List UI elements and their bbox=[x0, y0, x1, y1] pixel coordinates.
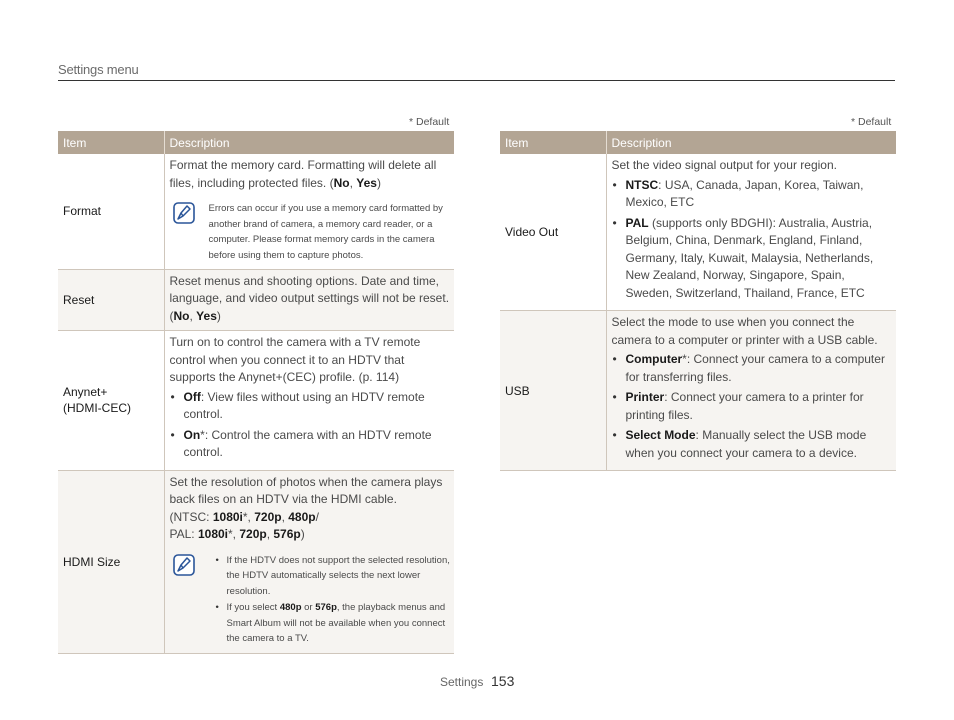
desc-video-out bbox=[606, 154, 896, 311]
format-note-text: Errors can occur if you use a memory card formatted by another brand of camera, a memory card reader, or a computer. Please format memory cards in the camera before using them to capture photos. bbox=[208, 203, 443, 261]
column-header-description: Description bbox=[606, 131, 896, 154]
list-item bbox=[170, 389, 451, 424]
anynet-on-text: *: Control the camera with an HDTV remote control. bbox=[183, 427, 432, 459]
left-default-note: * Default bbox=[409, 116, 450, 128]
table-row-hdmi-size bbox=[58, 470, 454, 653]
item-usb: USB bbox=[500, 311, 606, 471]
desc-usb bbox=[606, 311, 896, 471]
video-out-ntsc-term: NTSC bbox=[625, 177, 659, 192]
desc-reset: Reset menus and shooting options. Date and time, language, and video output settings will not be reset. (No, Yes) bbox=[164, 269, 454, 331]
list-item bbox=[215, 553, 451, 600]
format-option-no: No bbox=[333, 175, 350, 190]
anynet-desc-text: Turn on to control the camera with a TV remote control when you connect it to an HDTV that supports the Anynet+(CEC) profile. (p. 114) bbox=[169, 335, 421, 384]
table-row-anynet bbox=[58, 331, 454, 471]
list-item bbox=[170, 427, 451, 462]
hdmi-ntsc-1080i: 1080i bbox=[212, 509, 243, 524]
hdmi-desc-text: Set the resolution of photos when the camera plays back files on an HDTV via the HDMI cable. bbox=[169, 474, 443, 506]
hdmi-pal-1080i: 1080i bbox=[197, 527, 228, 541]
hdmi-note bbox=[170, 553, 451, 648]
hdmi-note-2-or: or bbox=[301, 602, 316, 613]
column-header-item: Item bbox=[500, 131, 606, 154]
usb-computer-text: *: Connect your camera to a computer for transferring files. bbox=[625, 352, 885, 384]
video-out-options bbox=[612, 177, 893, 303]
item-reset: Reset bbox=[58, 269, 164, 331]
list-item bbox=[612, 427, 893, 462]
hdmi-note-480p: 480p bbox=[279, 602, 302, 613]
hdmi-note-576p: 576p bbox=[315, 602, 337, 613]
desc-format: Format the memory card. Formatting will delete all files, including protected files. (No, Yes) Errors can occur if you use a memory card formatted by another brand of camera, a memory card reader, or a computer. Please format memory cards in the camera before using them to capture photos. bbox=[164, 154, 454, 269]
list-item bbox=[612, 351, 893, 386]
hdmi-note-text bbox=[215, 553, 451, 648]
usb-printer-text: : Connect your camera to a printer for printing files. bbox=[625, 390, 864, 422]
anynet-on-term: On bbox=[183, 427, 201, 442]
hdmi-ntsc-label: (NTSC: bbox=[169, 509, 213, 524]
video-out-pal-text: (supports only BDGHI): Australia, Austria, Belgium, China, Denmark, England, Finland, Germany, Italy, Kuwait, Malaysia, Netherlands, New Zealand, Norway, Singapore, Spain, Sweden, Switzerland, Thailand, France, ETC bbox=[625, 215, 874, 300]
video-out-ntsc-text: : USA, Canada, Japan, Korea, Taiwan, Mexico, ETC bbox=[625, 177, 864, 209]
anynet-off-text: : View files without using an HDTV remote control. bbox=[183, 389, 425, 421]
hdmi-ntsc-720p: 720p bbox=[254, 509, 282, 524]
table-row-format bbox=[58, 154, 454, 269]
header-rule bbox=[58, 80, 895, 81]
item-anynet-line2: (HDMI-CEC) bbox=[63, 401, 131, 416]
anynet-options bbox=[170, 389, 451, 462]
format-desc-text: Format the memory card. Formatting will delete all files, including protected files. bbox=[169, 158, 437, 190]
table-row-reset bbox=[58, 269, 454, 331]
left-table-header bbox=[58, 131, 454, 154]
hdmi-pal-label: PAL: bbox=[169, 527, 198, 541]
desc-hdmi-size: Set the resolution of photos when the camera plays back files on an HDTV via the HDMI cable. (NTSC: 1080i*, 720p, 480p/ PAL: 1080i*, 720p, 576p) • If the HDTV does not support the selected resolution, the HDTV automatically selects the next lower resolution. • If you select 480p or 576p, the playback menus and Smart Album will not be available when you connect the camera to a TV. bbox=[164, 470, 454, 653]
item-video-out: Video Out bbox=[500, 154, 606, 311]
column-header-description: Description bbox=[164, 131, 454, 154]
hdmi-note-2-pre: If you select bbox=[226, 602, 280, 613]
table-row-usb bbox=[500, 311, 896, 471]
list-item bbox=[612, 177, 893, 212]
item-anynet bbox=[58, 331, 164, 471]
video-out-desc-text: Set the video signal output for your region. bbox=[611, 158, 837, 172]
table-row-video-out bbox=[500, 154, 896, 311]
list-item bbox=[215, 600, 451, 647]
column-header-item: Item bbox=[58, 131, 164, 154]
left-settings-table bbox=[58, 131, 454, 654]
usb-select-mode-term: Select Mode bbox=[625, 428, 696, 442]
desc-anynet bbox=[164, 331, 454, 471]
right-default-note: * Default bbox=[851, 116, 892, 128]
usb-select-mode-text: : Manually select the USB mode when you connect your camera to a device. bbox=[625, 428, 867, 460]
format-note bbox=[170, 201, 451, 263]
reset-desc-text: Reset menus and shooting options. Date and time, language, and video output settings will not be reset. bbox=[169, 273, 450, 305]
right-table-header bbox=[500, 131, 896, 154]
usb-options bbox=[612, 351, 893, 462]
reset-option-yes: Yes bbox=[196, 308, 217, 323]
note-pencil-icon bbox=[173, 202, 195, 224]
right-settings-table bbox=[500, 131, 896, 471]
hdmi-note-1: If the HDTV does not support the selected resolution, the HDTV automatically selects the next lower resolution. bbox=[226, 554, 450, 597]
page-number: 153 bbox=[491, 673, 515, 689]
hdmi-ntsc-480p: 480p bbox=[288, 509, 316, 524]
reset-option-no: No bbox=[173, 308, 190, 323]
hdmi-pal-720p: 720p bbox=[239, 527, 267, 541]
usb-printer-term: Printer bbox=[625, 390, 665, 404]
page-section-title: Settings menu bbox=[58, 62, 139, 77]
item-anynet-line1: Anynet+ bbox=[63, 385, 108, 400]
footer-section-label: Settings bbox=[440, 675, 484, 689]
anynet-off-term: Off bbox=[183, 389, 201, 404]
hdmi-pal-576p: 576p bbox=[273, 527, 301, 541]
list-item bbox=[612, 389, 893, 424]
hdmi-note-2-post: , the playback menus and Smart Album will not be available when you connect the camera to a TV. bbox=[226, 602, 446, 644]
usb-desc-text: Select the mode to use when you connect the camera to a computer or printer with a USB cable. bbox=[611, 315, 878, 347]
usb-computer-term: Computer bbox=[625, 352, 683, 366]
video-out-pal-term: PAL bbox=[625, 215, 649, 230]
list-item bbox=[612, 215, 893, 303]
format-option-yes: Yes bbox=[356, 175, 377, 190]
item-hdmi-size: HDMI Size bbox=[58, 470, 164, 653]
note-pencil-icon bbox=[173, 554, 195, 576]
item-format: Format bbox=[58, 154, 164, 269]
